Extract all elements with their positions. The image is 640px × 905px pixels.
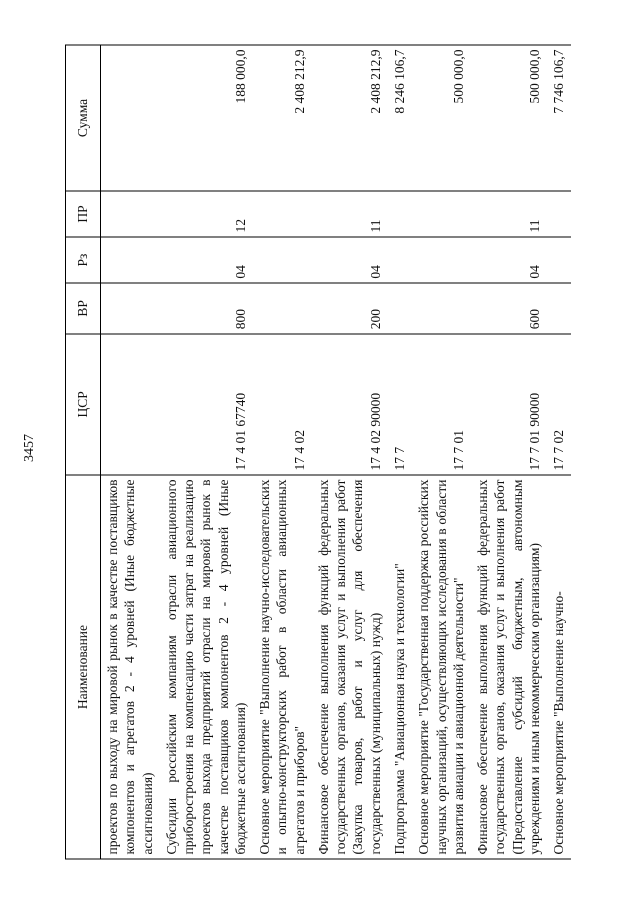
row-csr: 17 7 02 xyxy=(547,334,571,475)
row-vr xyxy=(253,283,312,334)
row-pr: 11 xyxy=(312,191,388,237)
table-row xyxy=(412,45,471,859)
row-sum: 7 746 106,7 xyxy=(547,45,571,191)
row-pr xyxy=(547,191,571,237)
row-sum xyxy=(101,45,160,191)
page-number: 3457 xyxy=(22,434,37,462)
table-row xyxy=(388,45,412,859)
row-rz xyxy=(547,237,571,283)
header-vr: ВР xyxy=(66,283,101,334)
row-sum: 500 000,0 xyxy=(471,45,547,191)
table-row xyxy=(101,45,160,859)
row-vr: 800 xyxy=(160,283,253,334)
budget-table xyxy=(65,45,571,860)
row-csr: 17 7 01 90000 xyxy=(471,334,547,475)
row-name: Основное мероприятие "Выполнение научно- xyxy=(547,475,571,859)
row-vr xyxy=(388,283,412,334)
row-csr: 17 4 02 xyxy=(253,334,312,475)
row-pr xyxy=(101,191,160,237)
header-rz: Рз xyxy=(66,237,101,283)
header-csr: ЦСР xyxy=(66,334,101,475)
row-pr xyxy=(388,191,412,237)
row-sum: 2 408 212,9 xyxy=(312,45,388,191)
table-header-row xyxy=(66,45,101,859)
row-name: Финансовое обеспечение выполнения функций федеральных государственных органов, оказания услуг и выполнения работ (Предоставление субсидий бюджетным, автономным учреждениям и иным некоммерческим организациям) xyxy=(471,475,547,859)
row-vr xyxy=(412,283,471,334)
header-name: Наименование xyxy=(66,475,101,859)
row-name: Финансовое обеспечение выполнения функций федеральных государственных органов, оказания услуг и выполнения работ (Закупка товаров, работ и услуг для обеспечения государственных (муниципальных) нужд) xyxy=(312,475,388,859)
row-pr: 12 xyxy=(160,191,253,237)
row-csr xyxy=(101,334,160,475)
row-pr xyxy=(253,191,312,237)
row-sum: 8 246 106,7 xyxy=(388,45,412,191)
row-pr: 11 xyxy=(471,191,547,237)
row-name: Субсидии российским компаниям отрасли авиационного приборостроения на компенсацию части затрат на реализацию проектов выхода предприятий отрасли на мировой рынок в качестве поставщиков компонентов 2 - 4 уровней (Иные бюджетные ассигнования) xyxy=(160,475,253,859)
table-row xyxy=(547,45,571,859)
row-sum: 500 000,0 xyxy=(412,45,471,191)
row-rz: 04 xyxy=(160,237,253,283)
row-name: Основное мероприятие "Государственная поддержка российских научных организаций, осуществляющих исследования в области развития авиации и авиационной деятельности" xyxy=(412,475,471,859)
row-name: проектов по выходу на мировой рынок в качестве поставщиков компонентов и агрегатов 2 - 4 уровней (Иные бюджетные ассигнования) xyxy=(101,475,160,859)
table-row xyxy=(471,45,547,859)
row-csr: 17 7 01 xyxy=(412,334,471,475)
row-vr: 200 xyxy=(312,283,388,334)
header-sum: Сумма xyxy=(66,45,101,191)
row-sum: 188 000,0 xyxy=(160,45,253,191)
row-pr xyxy=(412,191,471,237)
row-vr: 600 xyxy=(471,283,547,334)
row-rz: 04 xyxy=(471,237,547,283)
row-csr: 17 7 xyxy=(388,334,412,475)
header-pr: ПР xyxy=(66,191,101,237)
budget-table-page xyxy=(65,45,575,860)
row-name: Подпрограмма "Авиационная наука и технологии" xyxy=(388,475,412,859)
row-rz xyxy=(101,237,160,283)
row-rz xyxy=(253,237,312,283)
row-vr xyxy=(101,283,160,334)
row-csr: 17 4 02 90000 xyxy=(312,334,388,475)
row-rz: 04 xyxy=(312,237,388,283)
row-name: Основное мероприятие "Выполнение научно-исследовательских и опытно-конструкторских работ в области авиационных агрегатов и приборов" xyxy=(253,475,312,859)
table-row xyxy=(160,45,253,859)
row-vr xyxy=(547,283,571,334)
row-sum: 2 408 212,9 xyxy=(253,45,312,191)
table-row xyxy=(312,45,388,859)
table-row xyxy=(253,45,312,859)
row-csr: 17 4 01 67740 xyxy=(160,334,253,475)
row-rz xyxy=(412,237,471,283)
row-rz xyxy=(388,237,412,283)
